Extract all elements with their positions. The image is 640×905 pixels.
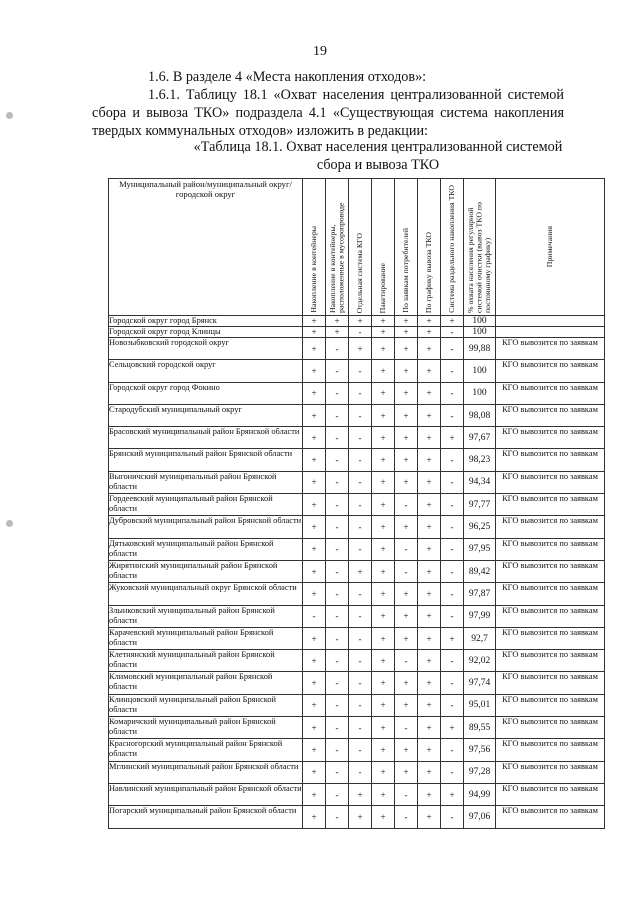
method-mark: - (349, 494, 372, 516)
district-name: Мглинский муниципальный район Брянской области (109, 761, 303, 783)
method-mark: + (372, 338, 395, 360)
method-mark: + (303, 516, 326, 538)
method-mark: + (303, 761, 326, 783)
header-on-request: По заявкам потребителей (395, 179, 418, 316)
coverage-percent: 97,87 (464, 583, 496, 605)
method-mark: + (418, 327, 441, 338)
method-mark: + (418, 605, 441, 627)
table-row (109, 449, 605, 471)
punch-hole-mark (6, 520, 13, 527)
header-chute-containers: Накопление в контейнеры, расположенные в мусоропроводе (326, 179, 349, 316)
method-mark: + (372, 672, 395, 694)
method-mark: + (418, 516, 441, 538)
method-mark: - (441, 739, 464, 761)
method-mark: - (441, 605, 464, 627)
method-mark: + (303, 494, 326, 516)
method-mark: - (326, 694, 349, 716)
method-mark: - (303, 605, 326, 627)
method-mark: + (372, 316, 395, 327)
method-mark: + (303, 627, 326, 649)
method-mark: - (349, 404, 372, 426)
district-name: Комаричский муниципальный район Брянской области (109, 717, 303, 739)
method-mark: - (395, 494, 418, 516)
table-caption: «Таблица 18.1. Охват населения централизованной системой сбора и вывоза ТКО (193, 139, 563, 173)
method-mark: - (349, 739, 372, 761)
table-row (109, 316, 605, 327)
table-row (109, 338, 605, 360)
method-mark: - (441, 404, 464, 426)
method-mark: + (372, 739, 395, 761)
method-mark: - (349, 672, 372, 694)
coverage-percent: 94,34 (464, 471, 496, 493)
method-mark: + (395, 404, 418, 426)
method-mark: + (372, 627, 395, 649)
method-mark: + (372, 694, 395, 716)
note-cell: КГО вывозится по заявкам (496, 650, 605, 672)
header-bulky-waste: Отдельная система КГО (349, 179, 372, 316)
table-row (109, 739, 605, 761)
header-separate-collection: Система раздельного накопления ТКО (441, 179, 464, 316)
method-mark: + (395, 382, 418, 404)
note-cell: КГО вывозится по заявкам (496, 583, 605, 605)
method-mark: + (395, 316, 418, 327)
method-mark: - (395, 717, 418, 739)
note-cell: КГО вывозится по заявкам (496, 739, 605, 761)
method-mark: + (441, 627, 464, 649)
method-mark: - (349, 471, 372, 493)
method-mark: + (303, 650, 326, 672)
method-mark: + (395, 360, 418, 382)
method-mark: - (441, 806, 464, 828)
method-mark: + (395, 672, 418, 694)
method-mark: - (349, 717, 372, 739)
coverage-percent: 99,88 (464, 338, 496, 360)
method-mark: + (441, 316, 464, 327)
method-mark: + (395, 605, 418, 627)
district-name: Жирятинский муниципальный район Брянской области (109, 560, 303, 582)
table-row (109, 717, 605, 739)
note-cell: КГО вывозится по заявкам (496, 471, 605, 493)
method-mark: - (326, 783, 349, 805)
note-cell (496, 327, 605, 338)
method-mark: + (395, 583, 418, 605)
method-mark: + (418, 650, 441, 672)
table-row (109, 427, 605, 449)
table-row (109, 783, 605, 805)
method-mark: + (303, 316, 326, 327)
method-mark: + (372, 449, 395, 471)
district-name: Городской округ город Брянск (109, 316, 303, 327)
table-row (109, 360, 605, 382)
method-mark: + (303, 338, 326, 360)
note-cell: КГО вывозится по заявкам (496, 538, 605, 560)
header-schedule: По графику вывоза ТКО (418, 179, 441, 316)
coverage-percent: 97,74 (464, 672, 496, 694)
district-name: Красногорский муниципальный район Брянской области (109, 739, 303, 761)
method-mark: + (372, 783, 395, 805)
method-mark: - (441, 338, 464, 360)
district-name: Злынковский муниципальный район Брянской области (109, 605, 303, 627)
method-mark: - (326, 516, 349, 538)
method-mark: - (326, 449, 349, 471)
method-mark: + (303, 583, 326, 605)
method-mark: - (326, 717, 349, 739)
district-name: Дятьковский муниципальный район Брянской области (109, 538, 303, 560)
table-row (109, 516, 605, 538)
method-mark: - (441, 672, 464, 694)
method-mark: - (441, 449, 464, 471)
method-mark: - (441, 360, 464, 382)
method-mark: + (303, 404, 326, 426)
method-mark: - (441, 471, 464, 493)
table-row (109, 583, 605, 605)
note-cell: КГО вывозится по заявкам (496, 494, 605, 516)
method-mark: + (326, 327, 349, 338)
method-mark: - (326, 739, 349, 761)
table-row (109, 806, 605, 828)
method-mark: + (418, 806, 441, 828)
method-mark: + (303, 694, 326, 716)
method-mark: - (326, 605, 349, 627)
method-mark: + (349, 560, 372, 582)
method-mark: - (441, 538, 464, 560)
method-mark: - (441, 494, 464, 516)
method-mark: + (349, 316, 372, 327)
method-mark: - (326, 404, 349, 426)
note-cell: КГО вывозится по заявкам (496, 427, 605, 449)
method-mark: + (372, 538, 395, 560)
method-mark: + (303, 560, 326, 582)
table-row (109, 404, 605, 426)
coverage-percent: 98,08 (464, 404, 496, 426)
district-name: Новозыбковский городской округ (109, 338, 303, 360)
method-mark: - (349, 360, 372, 382)
method-mark: + (372, 494, 395, 516)
district-name: Климовский муниципальный район Брянской области (109, 672, 303, 694)
method-mark: + (349, 806, 372, 828)
method-mark: - (349, 605, 372, 627)
table-row (109, 494, 605, 516)
method-mark: - (349, 327, 372, 338)
method-mark: + (418, 360, 441, 382)
method-mark: + (303, 327, 326, 338)
district-name: Брасовский муниципальный район Брянской области (109, 427, 303, 449)
method-mark: - (395, 783, 418, 805)
method-mark: + (372, 471, 395, 493)
table-row (109, 560, 605, 582)
method-mark: + (441, 427, 464, 449)
table-row (109, 605, 605, 627)
coverage-percent: 89,55 (464, 717, 496, 739)
method-mark: + (418, 427, 441, 449)
amendment-paragraph: 1.6.1. Таблицу 18.1 «Охват населения централизованной системой сбора и вывоза ТКО» подраздела 4.1 «Существующая система накопления твердых коммунальных отходов» изложить в редакции: (92, 87, 564, 139)
method-mark: - (326, 360, 349, 382)
district-name: Погарский муниципальный район Брянской области (109, 806, 303, 828)
method-mark: + (395, 739, 418, 761)
method-mark: + (372, 583, 395, 605)
method-mark: + (372, 605, 395, 627)
method-mark: + (441, 717, 464, 739)
method-mark: + (303, 739, 326, 761)
coverage-percent: 89,42 (464, 560, 496, 582)
method-mark: + (418, 449, 441, 471)
method-mark: + (395, 627, 418, 649)
coverage-percent: 97,67 (464, 427, 496, 449)
method-mark: + (418, 471, 441, 493)
header-bagging: Пакетирование (372, 179, 395, 316)
method-mark: - (441, 516, 464, 538)
coverage-percent: 98,23 (464, 449, 496, 471)
method-mark: + (372, 327, 395, 338)
method-mark: - (326, 806, 349, 828)
table-row (109, 471, 605, 493)
method-mark: + (303, 806, 326, 828)
method-mark: + (372, 560, 395, 582)
method-mark: + (418, 717, 441, 739)
method-mark: + (418, 627, 441, 649)
method-mark: - (326, 761, 349, 783)
header-district: Муниципальный район/муниципальный округ/городской округ (109, 179, 303, 316)
district-name: Гордеевский муниципальный район Брянской области (109, 494, 303, 516)
method-mark: + (372, 382, 395, 404)
note-cell: КГО вывозится по заявкам (496, 382, 605, 404)
method-mark: + (395, 449, 418, 471)
note-cell: КГО вывозится по заявкам (496, 516, 605, 538)
method-mark: + (303, 538, 326, 560)
coverage-percent: 100 (464, 382, 496, 404)
method-mark: - (349, 694, 372, 716)
method-mark: + (349, 338, 372, 360)
page-number: 19 (313, 44, 327, 59)
table-row (109, 672, 605, 694)
method-mark: - (326, 338, 349, 360)
method-mark: - (349, 583, 372, 605)
method-mark: + (349, 783, 372, 805)
method-mark: - (326, 672, 349, 694)
table-header-row (109, 179, 605, 316)
table-row (109, 382, 605, 404)
note-cell: КГО вывозится по заявкам (496, 338, 605, 360)
method-mark: - (395, 560, 418, 582)
section-heading: 1.6. В разделе 4 «Места накопления отходов»: (148, 69, 427, 85)
coverage-percent: 96,25 (464, 516, 496, 538)
method-mark: - (349, 538, 372, 560)
coverage-percent: 94,99 (464, 783, 496, 805)
coverage-percent: 92,02 (464, 650, 496, 672)
coverage-percent: 97,28 (464, 761, 496, 783)
method-mark: - (349, 382, 372, 404)
method-mark: + (395, 516, 418, 538)
method-mark: + (395, 327, 418, 338)
district-name: Брянский муниципальный район Брянской области (109, 449, 303, 471)
method-mark: - (441, 560, 464, 582)
district-name: Клинцовский муниципальный район Брянской области (109, 694, 303, 716)
table-row (109, 761, 605, 783)
coverage-percent: 100 (464, 360, 496, 382)
table-row (109, 538, 605, 560)
coverage-percent: 100 (464, 327, 496, 338)
district-name: Сельцовский городской округ (109, 360, 303, 382)
method-mark: + (418, 672, 441, 694)
table-row (109, 650, 605, 672)
method-mark: - (349, 449, 372, 471)
note-cell: КГО вывозится по заявкам (496, 806, 605, 828)
method-mark: + (418, 783, 441, 805)
method-mark: + (418, 560, 441, 582)
method-mark: - (441, 327, 464, 338)
method-mark: + (372, 761, 395, 783)
method-mark: - (326, 494, 349, 516)
method-mark: + (395, 338, 418, 360)
note-cell: КГО вывозится по заявкам (496, 761, 605, 783)
note-cell: КГО вывозится по заявкам (496, 360, 605, 382)
method-mark: - (326, 427, 349, 449)
method-mark: - (326, 382, 349, 404)
method-mark: + (372, 404, 395, 426)
method-mark: - (441, 650, 464, 672)
method-mark: + (303, 427, 326, 449)
method-mark: + (418, 583, 441, 605)
method-mark: - (395, 806, 418, 828)
coverage-percent: 100 (464, 316, 496, 327)
method-mark: + (395, 694, 418, 716)
method-mark: + (372, 516, 395, 538)
coverage-percent: 97,56 (464, 739, 496, 761)
note-cell: КГО вывозится по заявкам (496, 672, 605, 694)
note-cell: КГО вывозится по заявкам (496, 605, 605, 627)
method-mark: + (418, 382, 441, 404)
coverage-percent: 92,7 (464, 627, 496, 649)
coverage-percent: 97,77 (464, 494, 496, 516)
note-cell: КГО вывозится по заявкам (496, 560, 605, 582)
coverage-percent: 97,95 (464, 538, 496, 560)
method-mark: + (395, 761, 418, 783)
method-mark: + (418, 739, 441, 761)
district-name: Дубровский муниципальный район Брянской области (109, 516, 303, 538)
header-notes: Примечания (496, 179, 605, 316)
method-mark: + (303, 783, 326, 805)
method-mark: - (349, 516, 372, 538)
method-mark: - (326, 627, 349, 649)
note-cell: КГО вывозится по заявкам (496, 717, 605, 739)
method-mark: + (303, 672, 326, 694)
note-cell: КГО вывозится по заявкам (496, 449, 605, 471)
district-name: Навлинский муниципальный район Брянской области (109, 783, 303, 805)
method-mark: + (418, 404, 441, 426)
method-mark: + (326, 316, 349, 327)
method-mark: + (418, 538, 441, 560)
method-mark: + (395, 471, 418, 493)
method-mark: - (326, 583, 349, 605)
method-mark: + (418, 761, 441, 783)
district-name: Клетнянский муниципальный район Брянской области (109, 650, 303, 672)
district-name: Городской округ город Фокино (109, 382, 303, 404)
method-mark: - (349, 650, 372, 672)
method-mark: + (372, 717, 395, 739)
method-mark: + (372, 427, 395, 449)
method-mark: + (372, 650, 395, 672)
table-row (109, 327, 605, 338)
note-cell: КГО вывозится по заявкам (496, 404, 605, 426)
method-mark: - (326, 650, 349, 672)
coverage-table (108, 178, 605, 829)
district-name: Городской округ город Клинцы (109, 327, 303, 338)
district-name: Стародубский муниципальный округ (109, 404, 303, 426)
method-mark: + (303, 449, 326, 471)
method-mark: - (395, 538, 418, 560)
method-mark: + (372, 806, 395, 828)
method-mark: + (418, 494, 441, 516)
method-mark: - (441, 583, 464, 605)
note-cell: КГО вывозится по заявкам (496, 783, 605, 805)
method-mark: - (395, 650, 418, 672)
method-mark: + (418, 338, 441, 360)
note-cell: КГО вывозится по заявкам (496, 627, 605, 649)
coverage-percent: 97,06 (464, 806, 496, 828)
method-mark: + (303, 360, 326, 382)
method-mark: + (418, 694, 441, 716)
method-mark: + (395, 427, 418, 449)
method-mark: - (441, 761, 464, 783)
method-mark: - (441, 694, 464, 716)
header-containers: Накопление в контейнеры (303, 179, 326, 316)
method-mark: - (326, 560, 349, 582)
table-row (109, 627, 605, 649)
method-mark: - (349, 627, 372, 649)
note-cell: КГО вывозится по заявкам (496, 694, 605, 716)
method-mark: + (303, 382, 326, 404)
method-mark: + (372, 360, 395, 382)
table-row (109, 694, 605, 716)
method-mark: - (326, 471, 349, 493)
coverage-percent: 95,01 (464, 694, 496, 716)
method-mark: - (441, 382, 464, 404)
method-mark: - (326, 538, 349, 560)
method-mark: + (441, 783, 464, 805)
method-mark: - (349, 761, 372, 783)
district-name: Жуковский муниципальный округ Брянской области (109, 583, 303, 605)
district-name: Выгоничский муниципальный район Брянской области (109, 471, 303, 493)
method-mark: + (303, 471, 326, 493)
district-name: Карачевский муниципальный район Брянской области (109, 627, 303, 649)
method-mark: - (349, 427, 372, 449)
method-mark: + (418, 316, 441, 327)
coverage-percent: 97,99 (464, 605, 496, 627)
method-mark: + (303, 717, 326, 739)
header-coverage-percent: % охвата населения регулярной системой очистки (вывоз ТКО по постоянному графику) (464, 179, 496, 316)
note-cell (496, 316, 605, 327)
punch-hole-mark (6, 112, 13, 119)
